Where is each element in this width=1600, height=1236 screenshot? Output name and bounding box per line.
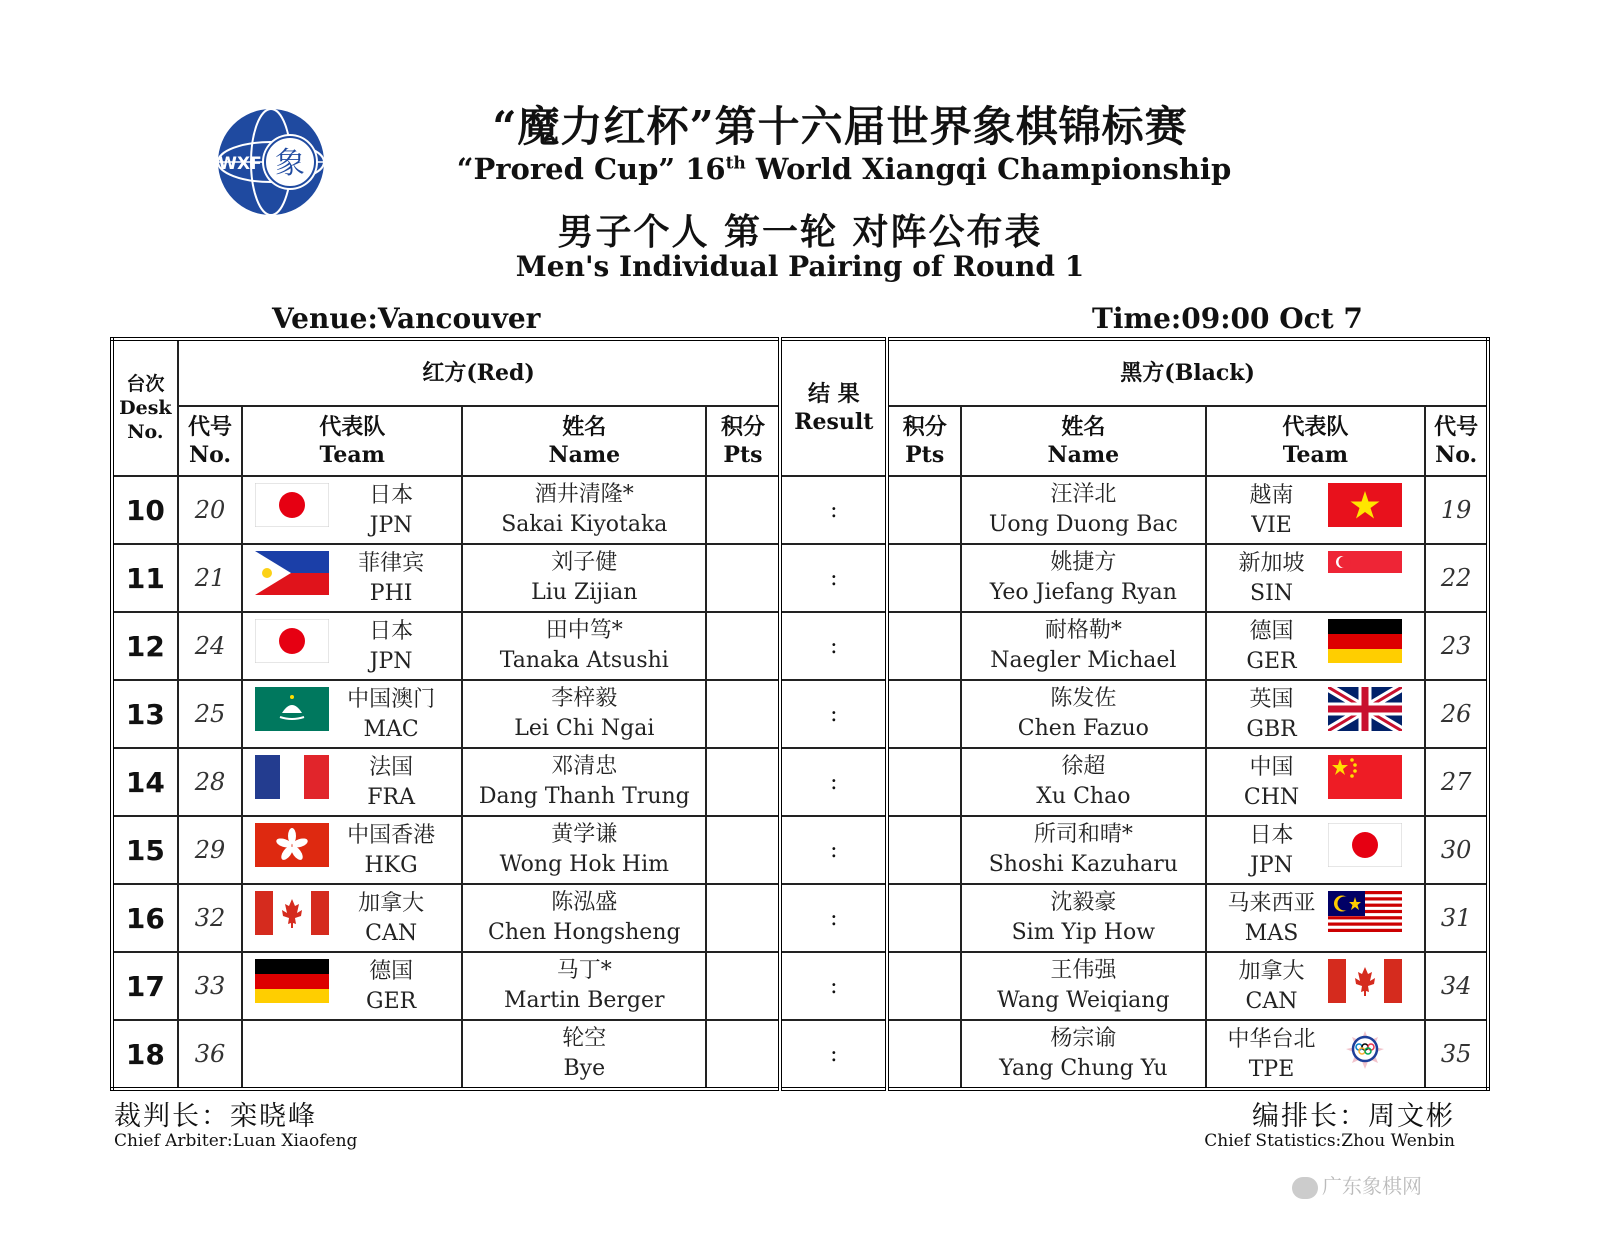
red-player-name: 黄学谦 Wong Hok Him <box>462 816 706 884</box>
red-player-no: 28 <box>178 748 243 816</box>
red-player-name: 邓清忠 Dang Thanh Trung <box>462 748 706 816</box>
macau-flag-icon <box>255 687 329 731</box>
title-cn: “魔力红杯”第十六届世界象棋锦标赛 <box>492 102 1188 151</box>
subtitle-en: Men's Individual Pairing of Round 1 <box>515 250 1085 283</box>
red-team <box>242 1020 462 1089</box>
red-team: 日本 JPN <box>242 612 462 680</box>
red-player-name: 刘子健 Liu Zijian <box>462 544 706 612</box>
malaysia-flag-icon <box>1328 891 1402 935</box>
table-row <box>112 1020 1488 1089</box>
black-team: 中华台北 TPE <box>1206 1020 1426 1089</box>
desk-header: 台次 Desk No. <box>112 339 178 476</box>
vietnam-flag-icon <box>1328 483 1402 527</box>
red-player-no: 21 <box>178 544 243 612</box>
black-pts <box>887 476 961 544</box>
result-cell: : <box>780 816 887 884</box>
black-player-name: 王伟强 Wang Weiqiang <box>961 952 1205 1020</box>
black-player-no: 31 <box>1425 884 1488 952</box>
chief-arbiter-cn: 裁判长：栾晓峰 <box>114 1101 317 1132</box>
desk-number: 15 <box>112 816 178 884</box>
black-team: 日本 JPN <box>1206 816 1426 884</box>
red-name-header: 姓名 Name <box>462 406 706 476</box>
chief-statistics-en: Chief Statistics:Zhou Wenbin <box>1204 1131 1455 1151</box>
black-name-header: 姓名 Name <box>961 406 1205 476</box>
svg-text:象: 象 <box>275 146 305 181</box>
result-cell: : <box>780 680 887 748</box>
result-header: 结 果 Result <box>780 339 887 476</box>
desk-number: 16 <box>112 884 178 952</box>
japan-flag-icon <box>255 619 329 663</box>
venue-label: Venue:Vancouver <box>272 302 541 335</box>
red-pts-header: 积分 Pts <box>706 406 780 476</box>
table-row <box>112 816 1488 884</box>
red-player-no: 20 <box>178 476 243 544</box>
desk-number: 14 <box>112 748 178 816</box>
desk-number: 12 <box>112 612 178 680</box>
svg-text:WXF: WXF <box>218 154 262 174</box>
black-team: 越南 VIE <box>1206 476 1426 544</box>
result-cell: : <box>780 612 887 680</box>
desk-number: 10 <box>112 476 178 544</box>
hongkong-flag-icon <box>255 823 329 867</box>
black-pts <box>887 1020 961 1089</box>
result-cell: : <box>780 544 887 612</box>
red-team: 中国澳门 MAC <box>242 680 462 748</box>
red-team: 法国 FRA <box>242 748 462 816</box>
pairing-table <box>110 337 1490 1091</box>
black-team: 加拿大 CAN <box>1206 952 1426 1020</box>
red-player-name: 酒井清隆* Sakai Kiyotaka <box>462 476 706 544</box>
philippines-flag-icon <box>255 551 329 595</box>
chief-arbiter-en: Chief Arbiter:Luan Xiaofeng <box>114 1131 358 1151</box>
canada-flag-icon <box>255 891 329 935</box>
black-player-no: 22 <box>1425 544 1488 612</box>
black-player-name: 沈毅豪 Sim Yip How <box>961 884 1205 952</box>
red-player-no: 32 <box>178 884 243 952</box>
black-pts <box>887 884 961 952</box>
black-pts-header: 积分 Pts <box>887 406 961 476</box>
germany-flag-icon <box>255 959 329 1003</box>
desk-number: 17 <box>112 952 178 1020</box>
desk-number: 18 <box>112 1020 178 1089</box>
red-player-no: 29 <box>178 816 243 884</box>
black-player-name: 所司和晴* Shoshi Kazuharu <box>961 816 1205 884</box>
desk-number: 11 <box>112 544 178 612</box>
black-team: 英国 GBR <box>1206 680 1426 748</box>
result-cell: : <box>780 884 887 952</box>
black-player-no: 34 <box>1425 952 1488 1020</box>
red-pts <box>706 544 780 612</box>
black-team: 马来西亚 MAS <box>1206 884 1426 952</box>
red-pts <box>706 748 780 816</box>
china-flag-icon <box>1328 755 1402 799</box>
black-player-name: 陈发佐 Chen Fazuo <box>961 680 1205 748</box>
red-player-no: 25 <box>178 680 243 748</box>
red-pts <box>706 1020 780 1089</box>
red-player-name: 轮空 Bye <box>462 1020 706 1089</box>
red-player-name: 田中笃* Tanaka Atsushi <box>462 612 706 680</box>
black-player-no: 26 <box>1425 680 1488 748</box>
japan-flag-icon <box>255 483 329 527</box>
black-pts <box>887 612 961 680</box>
table-row <box>112 476 1488 544</box>
singapore-flag-icon <box>1328 551 1402 595</box>
red-team-header: 代表队 Team <box>242 406 462 476</box>
result-cell: : <box>780 952 887 1020</box>
title-en: “Prored Cup” 16th World Xiangqi Championship <box>456 152 1232 186</box>
black-pts <box>887 544 961 612</box>
black-pts <box>887 680 961 748</box>
red-pts <box>706 952 780 1020</box>
black-player-no: 30 <box>1425 816 1488 884</box>
black-player-no: 23 <box>1425 612 1488 680</box>
subtitle-cn: 男子个人 第一轮 对阵公布表 <box>557 211 1043 253</box>
black-player-no: 35 <box>1425 1020 1488 1089</box>
uk-flag-icon <box>1328 687 1402 731</box>
red-player-no: 33 <box>178 952 243 1020</box>
red-player-name: 李梓毅 Lei Chi Ngai <box>462 680 706 748</box>
red-pts <box>706 680 780 748</box>
table-row <box>112 884 1488 952</box>
tpe-flag-icon <box>1328 1027 1402 1071</box>
red-team: 加拿大 CAN <box>242 884 462 952</box>
red-player-no: 36 <box>178 1020 243 1089</box>
watermark: 广东象棋网 <box>1292 1170 1422 1199</box>
result-cell: : <box>780 1020 887 1089</box>
black-player-no: 19 <box>1425 476 1488 544</box>
red-player-name: 陈泓盛 Chen Hongsheng <box>462 884 706 952</box>
black-team: 德国 GER <box>1206 612 1426 680</box>
black-player-no: 27 <box>1425 748 1488 816</box>
red-team: 中国香港 HKG <box>242 816 462 884</box>
germany-flag-icon <box>1328 619 1402 663</box>
red-pts <box>706 612 780 680</box>
black-team-header: 代表队 Team <box>1206 406 1426 476</box>
table-row <box>112 544 1488 612</box>
red-pts <box>706 884 780 952</box>
result-cell: : <box>780 476 887 544</box>
black-player-name: 徐超 Xu Chao <box>961 748 1205 816</box>
japan-flag-icon <box>1328 823 1402 867</box>
black-no-header: 代号 No. <box>1425 406 1488 476</box>
red-team: 日本 JPN <box>242 476 462 544</box>
red-pts <box>706 476 780 544</box>
france-flag-icon <box>255 755 329 799</box>
result-cell: : <box>780 748 887 816</box>
black-pts <box>887 748 961 816</box>
black-team: 新加坡 SIN <box>1206 544 1426 612</box>
black-player-name: 耐格勒* Naegler Michael <box>961 612 1205 680</box>
red-team: 德国 GER <box>242 952 462 1020</box>
time-label: Time:09:00 Oct 7 <box>1092 302 1363 335</box>
red-pts <box>706 816 780 884</box>
table-row <box>112 680 1488 748</box>
table-row <box>112 748 1488 816</box>
black-player-name: 姚捷方 Yeo Jiefang Ryan <box>961 544 1205 612</box>
desk-number: 13 <box>112 680 178 748</box>
red-player-no: 24 <box>178 612 243 680</box>
red-header: 红方(Red) <box>178 339 781 406</box>
canada-flag-icon <box>1328 959 1402 1003</box>
black-player-name: 汪洋北 Uong Duong Bac <box>961 476 1205 544</box>
black-header: 黑方(Black) <box>887 339 1488 406</box>
table-row <box>112 612 1488 680</box>
black-pts <box>887 952 961 1020</box>
red-no-header: 代号 No. <box>178 406 243 476</box>
black-team: 中国 CHN <box>1206 748 1426 816</box>
red-team: 菲律宾 PHI <box>242 544 462 612</box>
table-row <box>112 952 1488 1020</box>
black-pts <box>887 816 961 884</box>
chief-statistics-cn: 编排长：周文彬 <box>1252 1101 1455 1132</box>
black-player-name: 杨宗谕 Yang Chung Yu <box>961 1020 1205 1089</box>
red-player-name: 马丁* Martin Berger <box>462 952 706 1020</box>
wechat-icon <box>1292 1177 1318 1199</box>
